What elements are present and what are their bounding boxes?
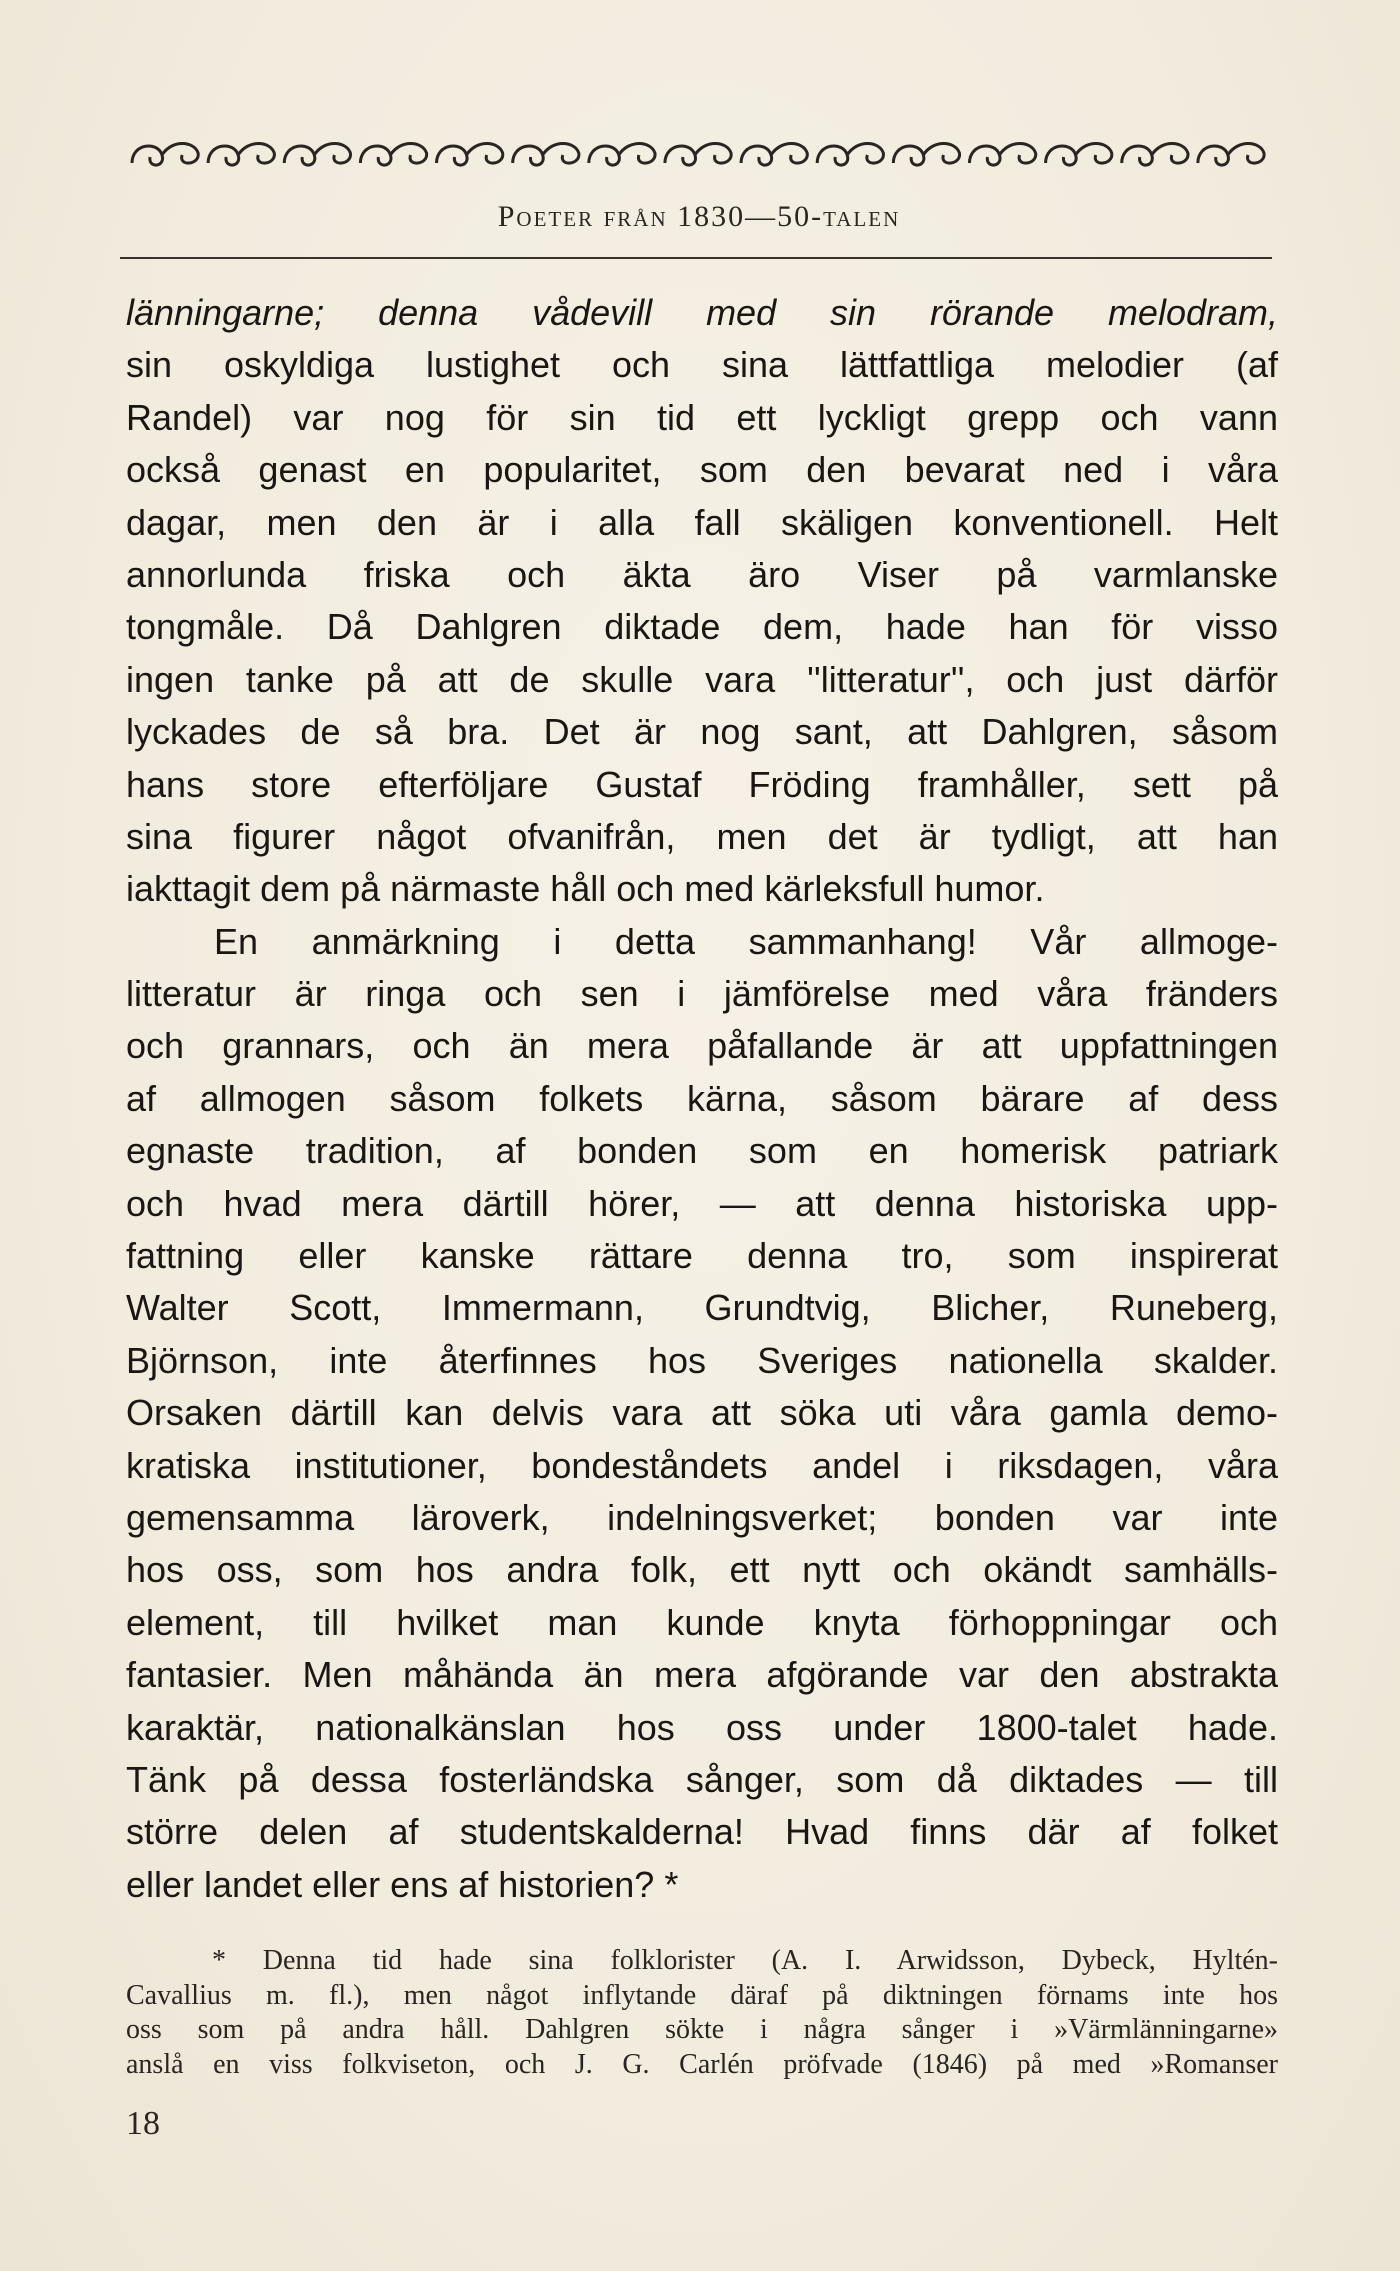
ornament-scroll [513, 144, 579, 166]
decorative-border-ornament [128, 135, 1270, 175]
body-line: större delen af studentskalderna! Hvad finns där af folket [126, 1811, 1278, 1853]
footnote-line: Cavallius m. fl.), men något inflytande däraf på diktningen förnams inte hos [126, 1979, 1278, 2011]
ornament-scroll [1198, 144, 1264, 166]
ornament-scroll [969, 144, 1035, 166]
ornament-scroll [437, 144, 503, 166]
body-line: En anmärkning i detta sammanhang! Vår allmoge- [214, 920, 1278, 962]
body-line: länningarne; denna vådevill med sin rörande melodram, [126, 292, 1278, 333]
body-line: fattning eller kanske rättare denna tro, som inspirerat [126, 1235, 1278, 1277]
body-line: Walter Scott, Immermann, Grundtvig, Blicher, Runeberg, [126, 1287, 1278, 1329]
body-line: Tänk på dessa fosterländska sånger, som då diktades — till [126, 1758, 1278, 1800]
footnote-line: anslå en viss folkviseton, och J. G. Carlén pröfvade (1846) på med »Romanser [126, 2048, 1278, 2080]
running-title: Poeter från 1830—50-talen [497, 200, 901, 233]
body-line: lyckades de så bra. Det är nog sant, att Dahlgren, såsom [126, 711, 1278, 753]
header-rule [120, 257, 1272, 259]
ornament-scroll [741, 144, 807, 166]
ornament-scroll [817, 144, 883, 166]
ornament-scroll [284, 144, 350, 166]
body-line: af allmogen såsom folkets kärna, såsom bärare af dess [126, 1077, 1278, 1119]
ornament-scroll [589, 144, 655, 166]
body-line: ingen tanke på att de skulle vara ''litteratur'', och just därför [126, 658, 1278, 700]
body-line: iakttagit dem på närmaste håll och med kärleksfull humor. [126, 868, 1045, 910]
ornament-scroll [665, 144, 731, 166]
footnote-line: * Denna tid hade sina folklorister (A. I. Arwidsson, Dybeck, Hyltén- [212, 1945, 1278, 1976]
body-line: tongmåle. Då Dahlgren diktade dem, hade han för visso [126, 606, 1278, 648]
ornament-scroll [893, 144, 959, 166]
body-line: också genast en popularitet, som den bevarat ned i våra [126, 449, 1278, 491]
ornament-scroll [360, 144, 426, 166]
body-line: Randel) var nog för sin tid ett lyckligt grepp och vann [126, 396, 1278, 438]
body-line: fantasier. Men måhända än mera afgörande var den abstrakta [126, 1654, 1278, 1696]
body-line: litteratur är ringa och sen i jämförelse med våra fränders [126, 973, 1278, 1015]
body-line: dagar, men den är i alla fall skäligen konventionell. Helt [126, 501, 1278, 543]
footnote [126, 1944, 1278, 2082]
body-line: Orsaken därtill kan delvis vara att söka uti våra gamla demo- [126, 1392, 1278, 1434]
body-line: karaktär, nationalkänslan hos oss under 1800-talet hade. [126, 1706, 1278, 1748]
body-line: hans store efterföljare Gustaf Fröding framhåller, sett på [126, 763, 1278, 805]
body-line: kratiska institutioner, bondeståndets andel i riksdagen, våra [126, 1444, 1278, 1486]
ornament-scroll [1122, 144, 1188, 166]
body-line: sin oskyldiga lustighet och sina lättfattliga melodier (af [126, 344, 1278, 386]
body-line: element, till hvilket man kunde knyta förhoppningar och [126, 1601, 1278, 1643]
ornament-scroll [1046, 144, 1112, 166]
ornament-scroll [132, 144, 198, 166]
footnote-line: oss som på andra håll. Dahlgren sökte i några sånger i »Värmlänningarne» [126, 2014, 1278, 2045]
body-text [126, 287, 1278, 1911]
body-line: gemensamma läroverk, indelningsverket; bonden var inte [126, 1496, 1278, 1538]
body-line: och hvad mera därtill hörer, — att denna historiska upp- [126, 1182, 1278, 1224]
body-line: och grannars, och än mera påfallande är att uppfattningen [126, 1025, 1278, 1067]
body-line: Björnson, inte återfinnes hos Sveriges nationella skalder. [126, 1339, 1278, 1381]
body-line: sina figurer något ofvanifrån, men det är tydligt, att han [126, 815, 1278, 857]
page-number: 18 [126, 2105, 160, 2142]
ornament-scroll [208, 144, 274, 166]
body-line: hos oss, som hos andra folk, ett nytt och okändt samhälls- [126, 1549, 1278, 1591]
body-line: egnaste tradition, af bonden som en homerisk patriark [126, 1130, 1278, 1172]
body-line: eller landet eller ens af historien? * [126, 1863, 679, 1905]
body-line: annorlunda friska och äkta äro Viser på varmlanske [126, 553, 1278, 595]
